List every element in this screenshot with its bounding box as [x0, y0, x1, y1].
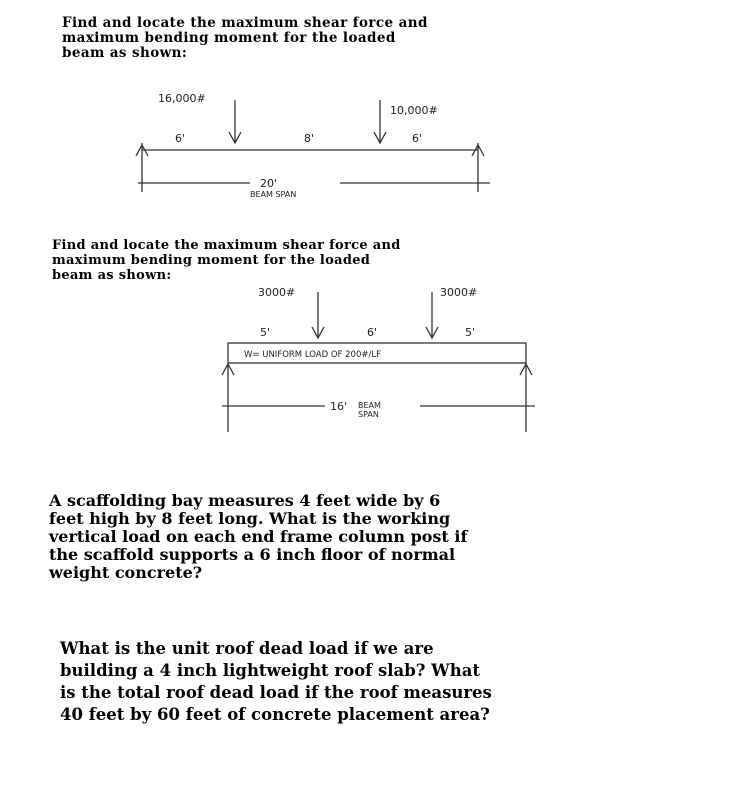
dim-mid-label: 6'	[367, 326, 378, 339]
span-caption: BEAM SPAN	[250, 190, 297, 199]
uniform-load-label: W= UNIFORM LOAD OF 200#/LF	[244, 350, 381, 360]
problem-1-text: Find and locate the maximum shear force and maximum bending moment for the loaded beam as shown:	[62, 15, 428, 61]
dim-left-label: 6'	[175, 132, 186, 145]
problem-2-text: Find and locate the maximum shear force and maximum bending moment for the loaded beam as shown:	[52, 238, 401, 283]
dim-right-label: 6'	[412, 132, 423, 145]
load-left-label: 3000#	[258, 286, 296, 299]
span-label: 16'	[330, 400, 348, 413]
span-caption-1: BEAM	[358, 401, 381, 410]
dim-right-label: 5'	[465, 326, 476, 339]
load-right-label: 3000#	[440, 286, 478, 299]
dim-left-label: 5'	[260, 326, 271, 339]
load-right-label: 10,000#	[390, 104, 438, 117]
load-left-label: 16,000#	[158, 92, 206, 105]
problem-4-text: What is the unit roof dead load if we are building a 4 inch lightweight roof slab? What is the total roof dead load if the roof measures 40 feet by 60 feet of concrete placement area?	[60, 639, 492, 724]
problem-3-text: A scaffolding bay measures 4 feet wide by 6 feet high by 8 feet long. What is the working vertical load on each end frame column post if the scaffold supports a 6 inch floor of normal weight concrete?	[49, 491, 468, 582]
span-label: 20'	[260, 177, 278, 190]
span-caption-2: SPAN	[358, 410, 379, 419]
dim-mid-label: 8'	[304, 132, 315, 145]
